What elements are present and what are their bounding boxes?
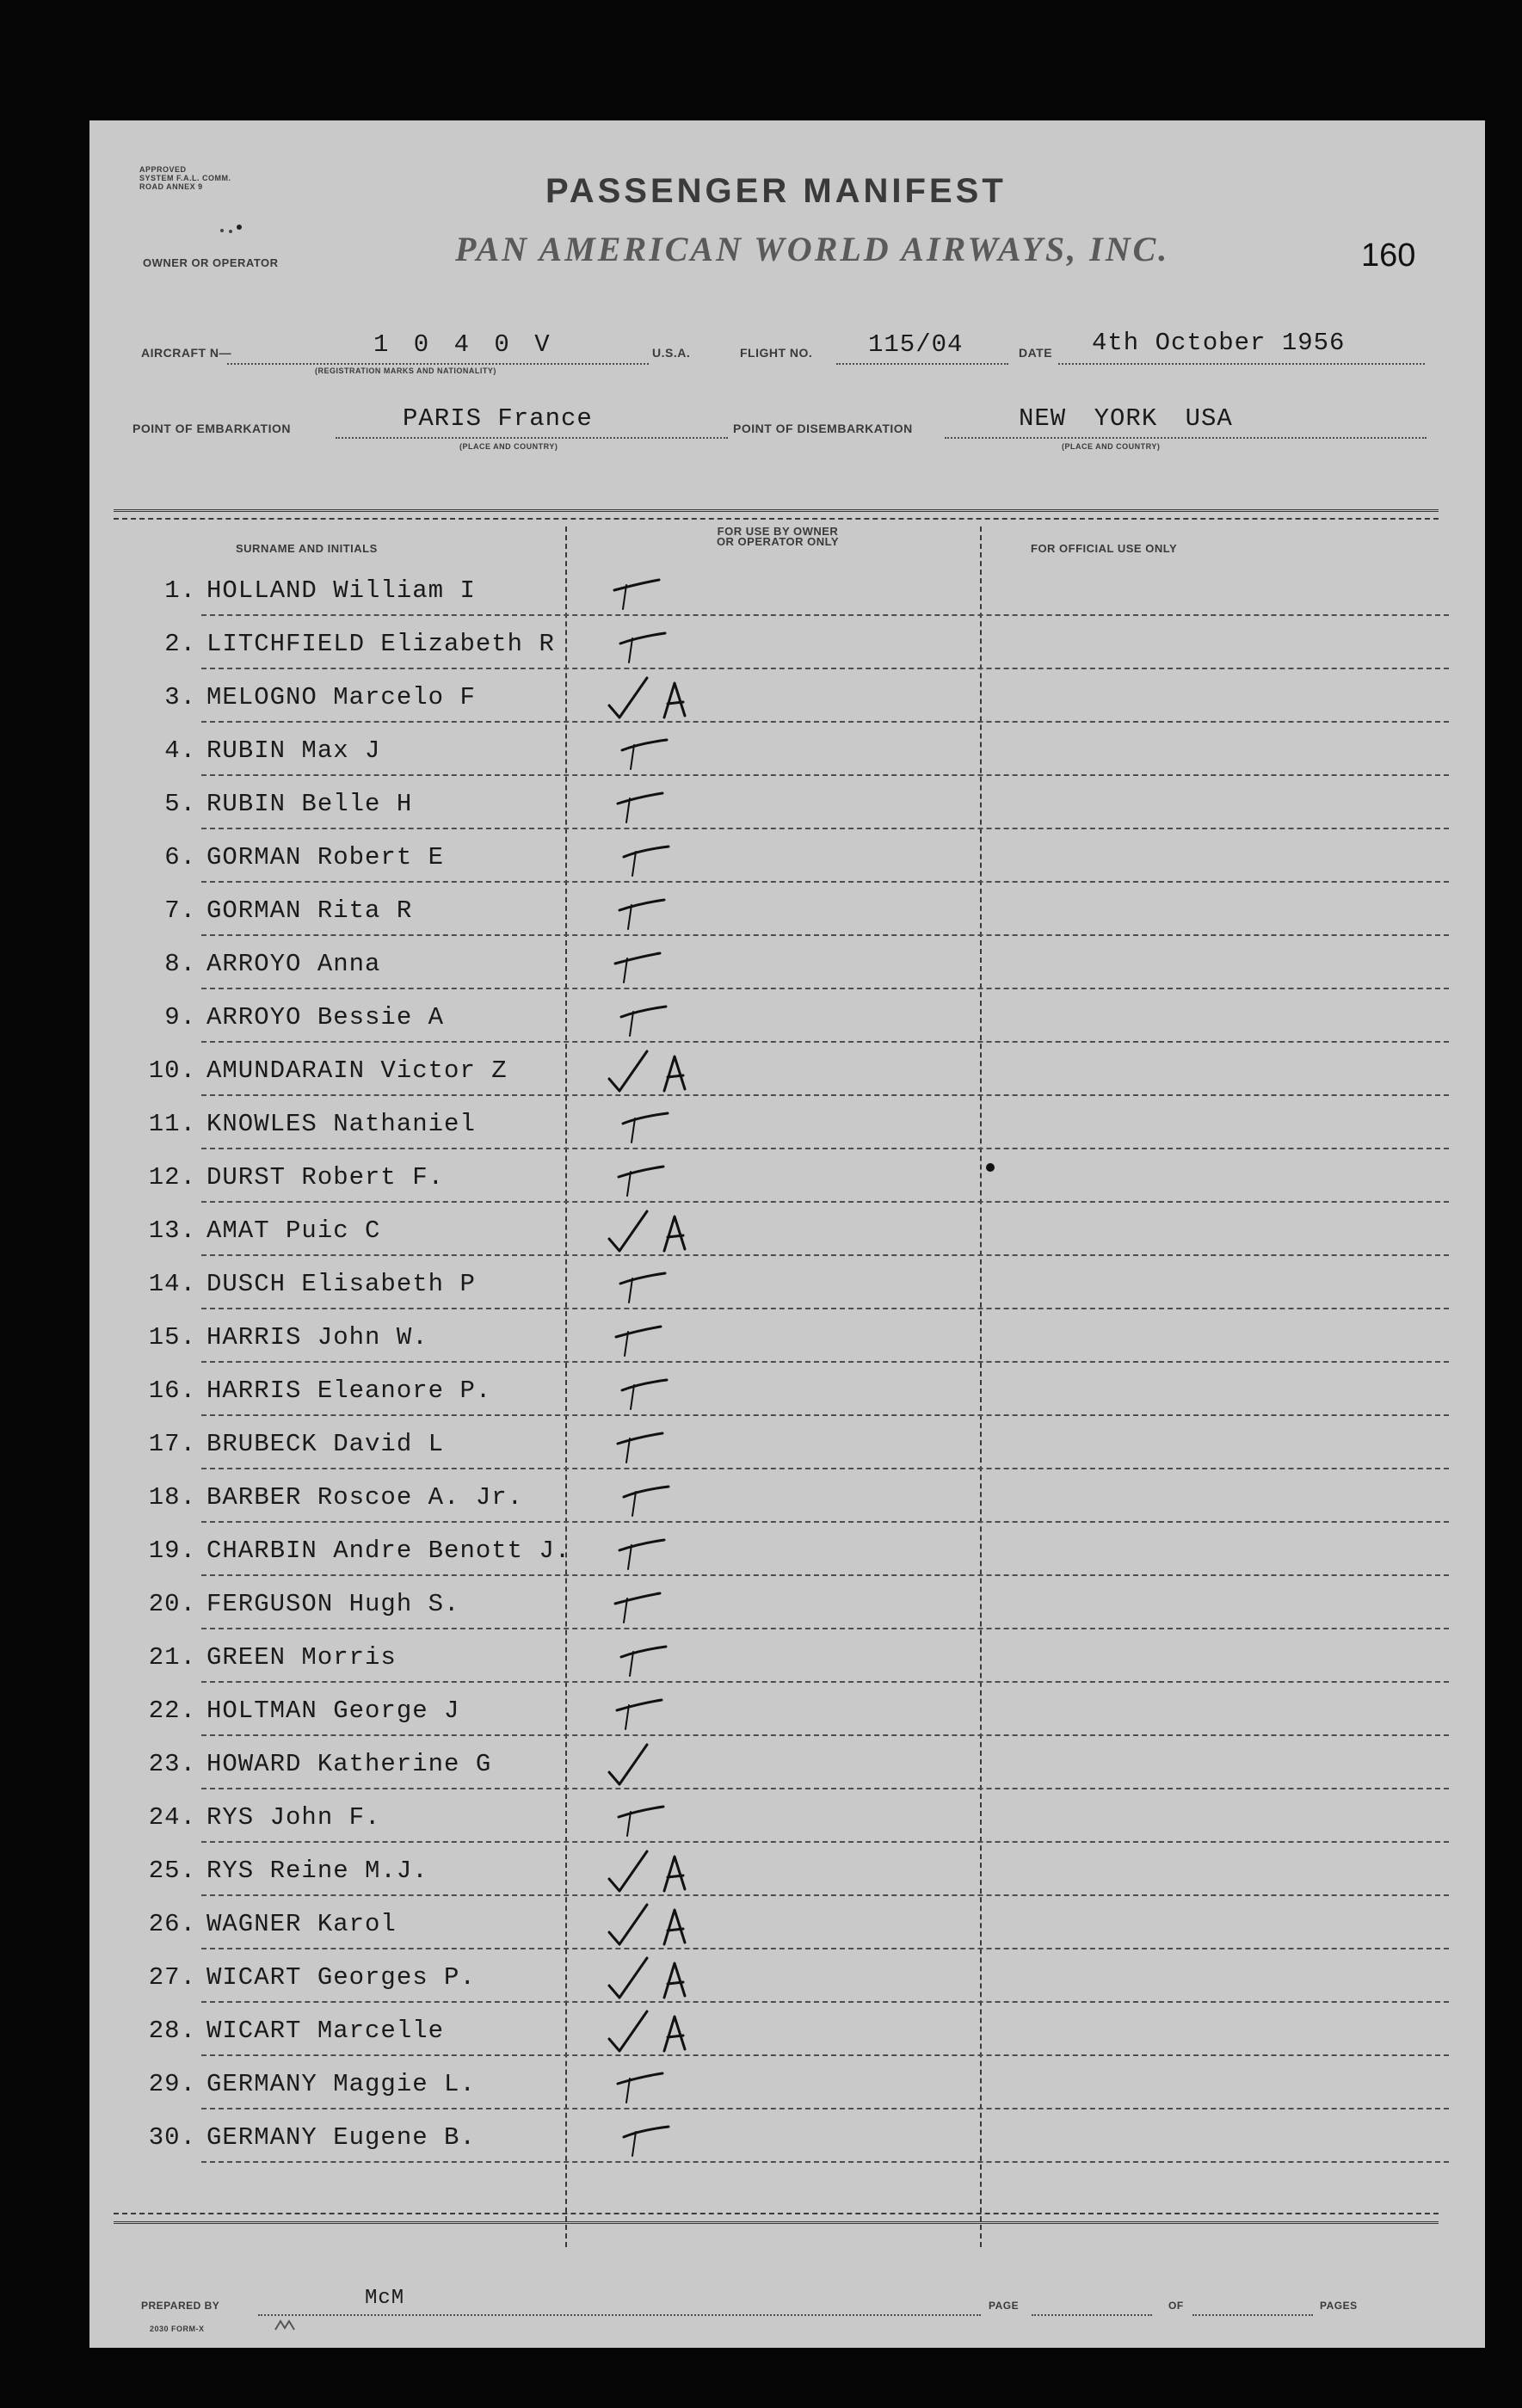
passenger-name (129, 736, 380, 765)
passenger-name (129, 1056, 508, 1085)
table-row (107, 1370, 1449, 1423)
tick-dash-icon (614, 1793, 692, 1840)
passenger-full-name: KNOWLES Nathaniel (206, 1110, 476, 1138)
passenger-full-name: ARROYO Bessie A (206, 1003, 445, 1032)
passenger-full-name: RYS John F. (206, 1803, 381, 1832)
tick-dash-icon (614, 833, 692, 880)
row-rule (201, 1308, 1449, 1309)
row-rule (201, 1734, 1449, 1736)
table-row (107, 1796, 1449, 1850)
row-number: 2. (164, 630, 196, 658)
approval-stamp-line: APPROVED (139, 165, 187, 174)
row-rule (201, 1148, 1449, 1149)
tick-dash-icon (614, 779, 692, 827)
passenger-name (129, 683, 476, 711)
table-row (107, 1210, 1449, 1263)
form-code: 2030 FORM-X (150, 2325, 205, 2333)
row-number: 21. (148, 1643, 196, 1672)
table-row (107, 1583, 1449, 1636)
row-number: 8. (164, 950, 196, 978)
passenger-table (107, 120, 1449, 2348)
tick-dash-icon (614, 1580, 692, 1627)
row-number: 20. (148, 1590, 196, 1618)
row-rule (201, 1521, 1449, 1523)
passenger-name (129, 1110, 476, 1138)
row-rule (201, 934, 1449, 936)
col-header-official: FOR OFFICIAL USE ONLY (1031, 542, 1178, 555)
check-mark-a-icon (606, 673, 743, 729)
prepared-by-underline (258, 2314, 981, 2316)
passenger-full-name: RUBIN Max J (206, 736, 381, 765)
passenger-name (129, 1323, 428, 1352)
table-row (107, 2063, 1449, 2116)
tick-dash-icon (614, 1153, 692, 1200)
owner-label: OWNER OR OPERATOR (143, 256, 279, 269)
row-rule (201, 1361, 1449, 1363)
passenger-name (129, 2017, 444, 2045)
row-number: 10. (148, 1056, 196, 1085)
table-row (107, 1263, 1449, 1316)
row-rule (201, 2161, 1449, 2163)
tick-dash-icon (614, 1259, 692, 1307)
row-rule (201, 1468, 1449, 1469)
usa-label: U.S.A. (652, 346, 691, 360)
passenger-full-name: AMAT Puic C (206, 1216, 381, 1245)
passenger-name (129, 2123, 476, 2152)
page-title: PASSENGER MANIFEST (545, 172, 1007, 210)
passenger-name (129, 576, 476, 605)
passenger-full-name: WAGNER Karol (206, 1910, 397, 1938)
row-number: 5. (164, 790, 196, 818)
tick-dash-icon (614, 726, 692, 773)
passenger-name (129, 790, 412, 818)
table-row (107, 783, 1449, 836)
tick-dash-icon (614, 939, 692, 987)
check-mark-a-icon (606, 1900, 743, 1955)
small-logo-icon (274, 2318, 296, 2337)
row-number: 12. (148, 1163, 196, 1192)
col-header-names: SURNAME AND INITIALS (236, 542, 378, 555)
table-row (107, 890, 1449, 943)
ink-spot (984, 1161, 996, 1178)
flight-number-label: FLIGHT NO. (740, 346, 813, 360)
prepared-by-label: PREPARED BY (141, 2300, 220, 2312)
table-row (107, 1636, 1449, 1690)
row-number: 13. (148, 1216, 196, 1245)
passenger-name (129, 1643, 397, 1672)
passenger-full-name: HOWARD Katherine G (206, 1750, 492, 1778)
row-number: 17. (148, 1430, 196, 1458)
of-label: OF (1168, 2300, 1184, 2312)
passenger-name (129, 896, 412, 925)
row-rule (201, 1094, 1449, 1096)
passenger-name (129, 1750, 491, 1778)
row-rule (201, 2001, 1449, 2003)
table-row (107, 1050, 1449, 1103)
check-mark-a-icon (606, 2006, 743, 2062)
table-row (107, 1850, 1449, 1903)
table-row (107, 676, 1449, 730)
table-row (107, 943, 1449, 996)
tick-dash-icon (614, 2113, 692, 2160)
table-row (107, 1956, 1449, 2010)
tick-dash-icon (614, 1099, 692, 1147)
row-rule (201, 1628, 1449, 1629)
passenger-full-name: GREEN Morris (206, 1643, 397, 1672)
row-rule (201, 1681, 1449, 1683)
row-rule (201, 1788, 1449, 1789)
tick-dash-icon (614, 886, 692, 933)
passenger-full-name: CHARBIN Andre Benott J. (206, 1537, 571, 1565)
passenger-name (129, 1483, 523, 1512)
passenger-name (129, 1216, 380, 1245)
passenger-name (129, 630, 555, 658)
page-label: PAGE (989, 2300, 1020, 2312)
aircraft-registration: 1 0 4 0 V (373, 330, 555, 359)
passenger-full-name: DUSCH Elisabeth P (206, 1270, 476, 1298)
row-rule (201, 988, 1449, 989)
of-underline (1192, 2314, 1313, 2316)
tick-dash-icon (614, 566, 692, 613)
table-row (107, 1316, 1449, 1370)
passenger-full-name: BRUBECK David L (206, 1430, 445, 1458)
table-row (107, 570, 1449, 623)
passenger-name (129, 1910, 397, 1938)
row-rule (201, 721, 1449, 723)
row-rule (201, 1841, 1449, 1843)
row-number: 23. (148, 1750, 196, 1778)
passenger-name (129, 2070, 476, 2098)
passenger-full-name: WICART Marcelle (206, 2017, 445, 2045)
tick-dash-icon (614, 1366, 692, 1413)
prepared-by-value: McM (365, 2287, 405, 2310)
embarkation-label: POINT OF EMBARKATION (132, 422, 291, 435)
col-header-owner-line: OR OPERATOR ONLY (716, 535, 840, 548)
row-number: 7. (164, 896, 196, 925)
approval-stamp-line: SYSTEM F.A.L. COMM. (139, 174, 231, 182)
passenger-name (129, 1376, 491, 1405)
row-rule (201, 614, 1449, 616)
tick-dash-icon (614, 1473, 692, 1520)
tick-dash-icon (614, 1686, 692, 1734)
tick-dash-icon (614, 1526, 692, 1574)
tick-dash-icon (614, 619, 692, 667)
disembarkation-label: POINT OF DISEMBARKATION (733, 422, 913, 435)
tick-dash-icon (614, 1633, 692, 1680)
row-number: 30. (148, 2123, 196, 2152)
row-number: 11. (148, 1110, 196, 1138)
passenger-full-name: RUBIN Belle H (206, 790, 413, 818)
row-number: 28. (148, 2017, 196, 2045)
passenger-name (129, 1803, 380, 1832)
passenger-full-name: MELOGNO Marcelo F (206, 683, 476, 711)
passenger-name (129, 1270, 476, 1298)
table-row (107, 1103, 1449, 1156)
tick-dash-icon (614, 1420, 692, 1467)
check-mark-a-icon (606, 1953, 743, 2009)
row-number: 18. (148, 1483, 196, 1512)
date-value: 4th October 1956 (1092, 329, 1346, 357)
row-rule (201, 2108, 1449, 2109)
passenger-full-name: LITCHFIELD Elizabeth R (206, 630, 555, 658)
row-number: 6. (164, 843, 196, 871)
row-number: 3. (164, 683, 196, 711)
passenger-name (129, 1963, 476, 1992)
passenger-full-name: HARRIS John W. (206, 1323, 428, 1352)
manifest-sheet (89, 120, 1485, 2348)
row-rule (201, 1201, 1449, 1203)
passenger-full-name: WICART Georges P. (206, 1963, 476, 1992)
company-name: PAN AMERICAN WORLD AIRWAYS, INC. (455, 230, 1170, 268)
row-number: 16. (148, 1376, 196, 1405)
tick-dash-icon (614, 1313, 692, 1360)
embarkation-sub-label: (PLACE AND COUNTRY) (459, 442, 558, 451)
row-rule (201, 1414, 1449, 1416)
disembarkation-sub-label: (PLACE AND COUNTRY) (1062, 442, 1161, 451)
row-rule (201, 1948, 1449, 1949)
row-number: 24. (148, 1803, 196, 1832)
check-mark-icon (606, 1740, 743, 1795)
row-number: 27. (148, 1963, 196, 1992)
row-rule (201, 1574, 1449, 1576)
passenger-full-name: HARRIS Eleanore P. (206, 1376, 492, 1405)
row-rule (201, 668, 1449, 669)
flight-number-value: 115/04 (868, 330, 964, 359)
tick-dash-icon (614, 2060, 692, 2107)
sheet-number: 160 (1361, 237, 1416, 274)
row-number: 9. (164, 1003, 196, 1032)
page-underline (1032, 2314, 1152, 2316)
aircraft-label: AIRCRAFT N— (141, 346, 232, 360)
table-row (107, 623, 1449, 676)
passenger-name (129, 1163, 444, 1192)
passenger-full-name: RYS Reine M.J. (206, 1857, 428, 1885)
table-row (107, 836, 1449, 890)
passenger-name (129, 1003, 444, 1032)
row-number: 1. (164, 576, 196, 605)
table-row (107, 996, 1449, 1050)
pages-label: PAGES (1320, 2300, 1358, 2312)
table-row (107, 1903, 1449, 1956)
table-bottom-rule (114, 2213, 1439, 2214)
check-mark-a-icon (606, 1206, 743, 1262)
table-row (107, 1156, 1449, 1210)
passenger-name (129, 843, 444, 871)
passenger-full-name: HOLTMAN George J (206, 1697, 460, 1725)
passenger-full-name: AMUNDARAIN Victor Z (206, 1056, 508, 1085)
col-header-owner-line: FOR USE BY OWNER (717, 525, 839, 538)
passenger-full-name: FERGUSON Hugh S. (206, 1590, 460, 1618)
table-row (107, 1476, 1449, 1530)
row-rule (201, 1254, 1449, 1256)
tick-dash-icon (614, 993, 692, 1040)
row-rule (201, 1894, 1449, 1896)
table-row (107, 2116, 1449, 2170)
row-number: 25. (148, 1857, 196, 1885)
row-rule (201, 881, 1449, 883)
check-mark-a-icon (606, 1046, 743, 1102)
table-bottom-rule-2 (114, 2221, 1439, 2224)
passenger-full-name: GORMAN Robert E (206, 843, 445, 871)
table-row (107, 1423, 1449, 1476)
row-number: 22. (148, 1697, 196, 1725)
passenger-full-name: HOLLAND William I (206, 576, 476, 605)
passenger-name (129, 1430, 444, 1458)
passenger-full-name: BARBER Roscoe A. Jr. (206, 1483, 524, 1512)
table-row (107, 1743, 1449, 1796)
aircraft-sub-label: (REGISTRATION MARKS AND NATIONALITY) (315, 366, 496, 375)
table-row (107, 730, 1449, 783)
approval-stamp-line: ROAD ANNEX 9 (139, 182, 203, 191)
passenger-full-name: ARROYO Anna (206, 950, 381, 978)
check-mark-a-icon (606, 1846, 743, 1902)
passenger-name (129, 1697, 459, 1725)
row-number: 26. (148, 1910, 196, 1938)
table-row (107, 2010, 1449, 2063)
row-rule (201, 1041, 1449, 1043)
row-rule (201, 774, 1449, 776)
row-number: 4. (164, 736, 196, 765)
passenger-full-name: GORMAN Rita R (206, 896, 413, 925)
table-row (107, 1690, 1449, 1743)
row-number: 29. (148, 2070, 196, 2098)
row-number: 14. (148, 1270, 196, 1298)
row-number: 19. (148, 1537, 196, 1565)
row-rule (201, 828, 1449, 829)
passenger-full-name: DURST Robert F. (206, 1163, 445, 1192)
passenger-name (129, 1590, 459, 1618)
disembarkation-value: NEW YORK USA (1019, 404, 1233, 433)
embarkation-value: PARIS France (403, 404, 593, 433)
passenger-name (129, 950, 380, 978)
row-number: 15. (148, 1323, 196, 1352)
passenger-name (129, 1537, 570, 1565)
passenger-name (129, 1857, 428, 1885)
passenger-full-name: GERMANY Maggie L. (206, 2070, 476, 2098)
row-rule (201, 2054, 1449, 2056)
table-row (107, 1530, 1449, 1583)
passenger-full-name: GERMANY Eugene B. (206, 2123, 476, 2152)
date-label: DATE (1019, 346, 1053, 360)
